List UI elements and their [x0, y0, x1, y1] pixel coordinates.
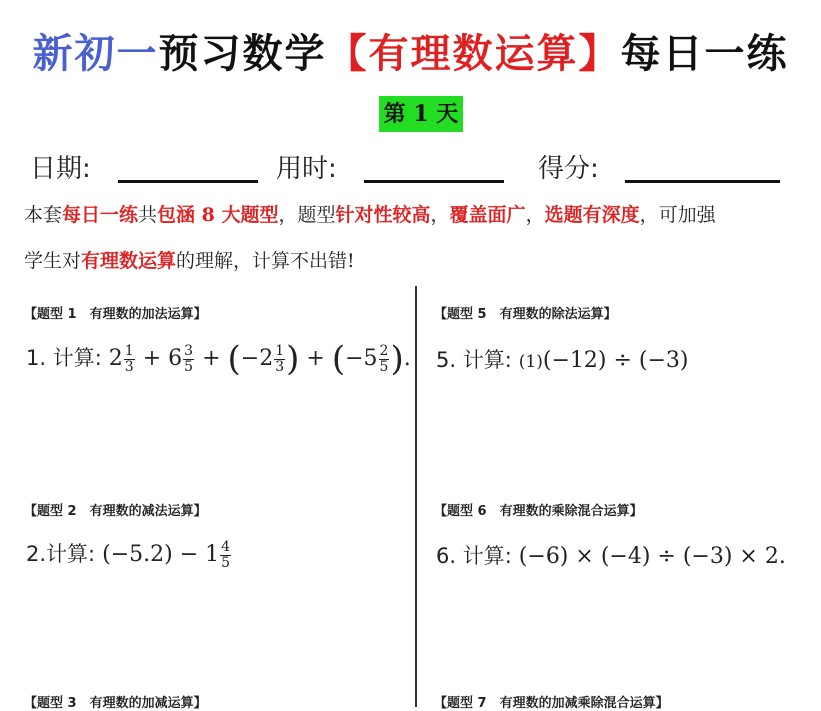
category-5-heading: 【题型 5 有理数的除法运算】: [434, 307, 617, 322]
category-7-heading: 【题型 7 有理数的加减乘除混合运算】: [434, 696, 669, 711]
intro-line-1: 本套每日一练共包涵 8 大题型，题型针对性较高，覆盖面广，选题有深度，可加强: [24, 204, 716, 226]
date-field-line[interactable]: [118, 180, 258, 183]
title-part-grade: 新初一: [32, 31, 159, 77]
column-divider: [415, 286, 417, 707]
time-field-line[interactable]: [364, 180, 504, 183]
category-1-heading: 【题型 1 有理数的加法运算】: [24, 307, 207, 322]
worksheet-title: [0, 22, 821, 79]
meta-row: [0, 148, 821, 188]
question-2: 2.计算: (−5.2) − 1 $\frac{4}{5}$: [26, 539, 231, 571]
category-2-heading: 【题型 2 有理数的减法运算】: [24, 504, 207, 519]
time-label: 用时:: [276, 154, 337, 184]
question-1: 1. 计算: 2 $\frac{1}{3}$ + 6 $\frac{3}{5}$ + (−2 $\frac{1}{3}$ ) + (−5 $\frac{2}{5}$ ).: [26, 339, 411, 379]
question-5: 5. 计算: (1)(−12) ÷ (−3): [436, 348, 689, 373]
title-part-daily: 每日一练: [620, 31, 789, 77]
score-label: 得分:: [538, 154, 599, 184]
title-part-subject: 预习数学: [158, 31, 327, 77]
title-part-topic: 【有理数运算】: [326, 31, 621, 77]
question-6: 6. 计算: (−6) × (−4) ÷ (−3) × 2.: [436, 544, 786, 569]
category-6-heading: 【题型 6 有理数的乘除混合运算】: [434, 504, 643, 519]
score-field-line[interactable]: [625, 180, 780, 183]
intro-line-2: 学生对有理数运算的理解，计算不出错!: [24, 250, 355, 272]
day-badge: 第 1 天: [379, 96, 463, 132]
category-3-heading: 【题型 3 有理数的加减运算】: [24, 696, 207, 711]
date-label: 日期:: [30, 154, 91, 184]
